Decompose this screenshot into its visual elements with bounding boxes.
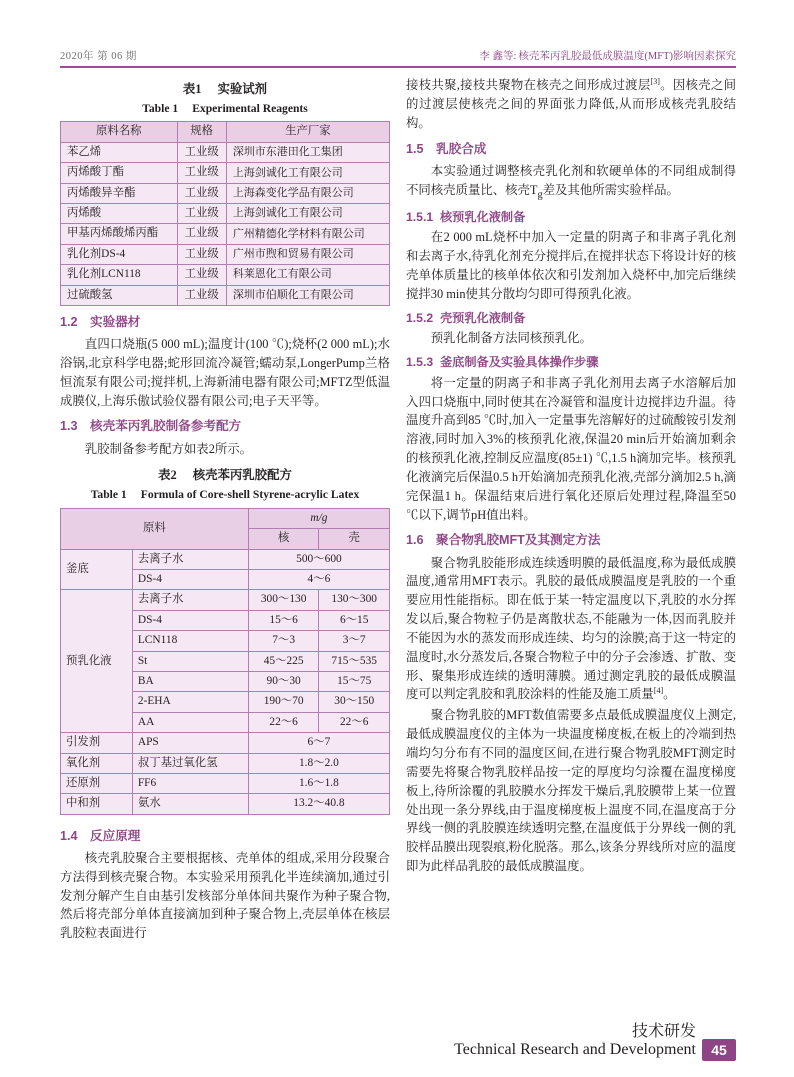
cell-core: 45～225	[248, 651, 319, 671]
cell-core: 300～130	[248, 590, 319, 610]
cell-group: 氧化剂	[61, 753, 133, 773]
cell-item: 去离子水	[132, 549, 248, 569]
section-1-2-paragraph: 直四口烧瓶(5 000 mL);温度计(100 ℃);烧杯(2 000 mL);水浴锅,北京科学电器;蛇形回流冷凝管;蠕动泵,LongerPump兰格恒流泵有限公司;搅拌机,上海新浦电器有限公司;MFTZ型低温成膜仪,上海乐傲试验仪器有限公司;电子天平等。	[60, 337, 390, 408]
header-article-title	[479, 48, 736, 63]
section-1-3-title: 核壳苯丙乳胶制备参考配方	[90, 419, 242, 434]
section-1-5-title: 乳胶合成	[436, 141, 487, 156]
th-shell: 壳	[319, 529, 390, 549]
table1-body	[61, 142, 390, 305]
cell-name: 丙烯酸	[61, 204, 178, 224]
cell-name: 过硫酸氢	[61, 285, 178, 305]
table1-label-cn: 表1	[182, 82, 202, 96]
section-1-5-3-title: 釜底制备及实验具体操作步骤	[440, 355, 599, 370]
cell-core: 90～30	[248, 672, 319, 692]
table2-caption-en	[60, 486, 390, 504]
table-row	[61, 590, 390, 610]
cell-merged: 500～600	[248, 549, 389, 569]
cell-item: DS-4	[132, 570, 248, 590]
table2-label-cn: 表2	[158, 468, 177, 483]
cell-item: 叔丁基过氧化氢	[132, 753, 248, 773]
page-footer	[454, 1018, 736, 1061]
footer-section-en: Technical Research and Development	[454, 1041, 696, 1058]
section-1-3-heading	[60, 417, 390, 436]
cell-group: 预乳化液	[61, 590, 133, 733]
table-row	[61, 142, 390, 162]
cell-mfr: 深圳市东港田化工集团	[226, 142, 389, 162]
section-1-4-title: 反应原理	[90, 828, 141, 843]
table-header-row	[61, 122, 390, 142]
cell-item: FF6	[132, 774, 248, 794]
cell-spec: 工业级	[177, 183, 226, 203]
cell-group: 釜底	[61, 549, 133, 590]
section-1-5-3-number: 1.5.3	[406, 355, 434, 370]
cell-spec: 工业级	[177, 285, 226, 305]
cell-spec: 工业级	[177, 142, 226, 162]
table-row	[61, 733, 390, 753]
th-material-name: 原料名称	[61, 122, 178, 142]
cell-spec: 工业级	[177, 224, 226, 244]
section-1-5-3-heading	[406, 353, 736, 372]
section-1-5-number: 1.5	[406, 141, 424, 156]
cell-shell: 30～150	[319, 692, 390, 712]
section-1-5-2-paragraph: 预乳化制备方法同核预乳化。	[430, 331, 592, 346]
th-manufacturer: 生产厂家	[226, 122, 389, 142]
section-1-5-2-title: 壳预乳化液制备	[440, 310, 526, 325]
cell-mfr: 上海剑诚化工有限公司	[226, 163, 389, 183]
table-row	[61, 753, 390, 773]
cell-group: 还原剂	[61, 774, 133, 794]
cell-name: 苯乙烯	[61, 142, 178, 162]
section-1-6-number: 1.6	[406, 533, 424, 548]
cell-shell: 6～15	[319, 610, 390, 630]
cell-merged: 13.2～40.8	[248, 794, 389, 814]
section-1-5-2-number: 1.5.2	[406, 310, 434, 325]
table-row	[61, 265, 390, 285]
table-row	[61, 549, 390, 569]
cell-item: BA	[132, 672, 248, 692]
table1-title-cn: 实验试剂	[217, 82, 268, 96]
formula-table	[60, 508, 390, 815]
footer-section-cn: 技术研发	[631, 1023, 696, 1040]
cell-shell: 715～535	[319, 651, 390, 671]
table-row	[61, 244, 390, 264]
cell-spec: 工业级	[177, 244, 226, 264]
table-row	[61, 204, 390, 224]
cell-item: AA	[132, 712, 248, 732]
cell-name: 甲基丙烯酸烯丙酯	[61, 224, 178, 244]
section-1-2-number: 1.2	[60, 314, 78, 329]
section-1-6-heading	[406, 531, 736, 550]
table2-title-cn: 核壳苯丙乳胶配方	[192, 468, 292, 483]
header-rule	[60, 66, 736, 68]
section-1-2-heading	[60, 313, 390, 332]
cell-name: 丙烯酸异辛酯	[61, 183, 178, 203]
table-row	[61, 183, 390, 203]
cell-core: 7～3	[248, 631, 319, 651]
section-1-6-title: 聚合物乳胶MFT及其测定方法	[436, 533, 601, 548]
cell-spec: 工业级	[177, 265, 226, 285]
cell-name: 乳化剂DS-4	[61, 244, 178, 264]
table2-caption-cn	[60, 466, 390, 485]
th-unit: m/g	[248, 508, 389, 528]
header-issue: 2020年 第 06 期	[60, 50, 137, 62]
cell-shell: 3～7	[319, 631, 390, 651]
table-header-row	[61, 508, 390, 528]
cell-item: APS	[132, 733, 248, 753]
cell-merged: 4～6	[248, 570, 389, 590]
section-1-5-1-number: 1.5.1	[406, 209, 434, 224]
th-spec: 规格	[177, 122, 226, 142]
cell-group: 引发剂	[61, 733, 133, 753]
left-column	[60, 76, 390, 945]
table-row	[61, 774, 390, 794]
table-row	[61, 794, 390, 814]
table-row	[61, 163, 390, 183]
cell-item: LCN118	[132, 631, 248, 651]
cell-mfr: 深圳市伯顺化工有限公司	[226, 285, 389, 305]
page-header	[60, 44, 736, 66]
table2-body	[61, 549, 390, 814]
section-1-4-heading	[60, 827, 390, 846]
cell-mfr: 上海森变化学品有限公司	[226, 183, 389, 203]
section-1-3-paragraph: 乳胶制备参考配方如表2所示。	[84, 441, 253, 456]
section-1-6-paragraph-1: 聚合物乳胶能形成连续透明膜的最低温度,称为最低成膜温度,通常用MFT表示。乳胶的最低成膜温度是乳胶的一个重要应用性能指标。即在低于某一特定温度以下,乳胶的水分挥发以后,聚合物粒子仍是离散状态,不能融为一体,因而乳胶并不能因为水的蒸发而形成连续、均匀的涂膜;高于这一特定的温度时,水分蒸发后,各聚合物粒子中的分子会渗透、扩散、变形、聚集形成连续的透明薄膜。通过测定乳胶的最低成膜温度可以判定乳胶和乳胶涂料的性能及施工质量[4]。	[406, 555, 736, 702]
section-1-2-title: 实验器材	[90, 314, 141, 329]
table1-caption-cn	[60, 80, 390, 99]
cell-item: 去离子水	[132, 590, 248, 610]
cell-merged: 1.8～2.0	[248, 753, 389, 773]
section-1-4-number: 1.4	[60, 828, 78, 843]
cell-shell: 130～300	[319, 590, 390, 610]
continued-paragraph: 接枝共聚,接枝共聚物在核壳之间形成过渡层[3]。因核壳之间的过渡层使核壳之间的界面张力降低,从而形成核壳乳胶结构。	[406, 77, 737, 130]
page-number: 45	[702, 1039, 736, 1061]
cell-mfr: 科莱恩化工有限公司	[226, 265, 389, 285]
cell-shell: 22～6	[319, 712, 390, 732]
cell-core: 190～70	[248, 692, 319, 712]
th-core: 核	[248, 529, 319, 549]
experimental-reagents-table	[60, 121, 390, 306]
cell-merged: 1.6～1.8	[248, 774, 389, 794]
cell-spec: 工业级	[177, 163, 226, 183]
cell-item: DS-4	[132, 610, 248, 630]
cell-item: 氨水	[132, 794, 248, 814]
section-1-5-heading	[406, 140, 736, 159]
section-1-6-paragraph-2: 聚合物乳胶的MFT数值需要多点最低成膜温度仪上测定,最低成膜温度仪的主体为一块温度梯度板,在板上的冷端到热端均匀分布有不同的温度区间,在进行聚合物乳胶MFT测定时需要先将聚合物乳胶样品按一定的厚度均匀涂覆在温度梯度板上,待所涂覆的乳胶膜水分挥发干燥后,乳胶膜带上某一位置处出现一条分界线,由于温度梯度板上温度不同,在温度高于分界线一侧的乳胶膜连续透明完整,在温度低于分界线一侧的乳胶样品膜出现裂痕,粉化脱落。那么,该条分界线所对应的温度即为此样品乳胶的最低成膜温度。	[406, 708, 736, 874]
table1-title-en: Experimental Reagents	[192, 101, 308, 115]
section-1-3-number: 1.3	[60, 419, 78, 434]
table2-label-en: Table 1	[90, 488, 127, 502]
cell-spec: 工业级	[177, 204, 226, 224]
cell-core: 22～6	[248, 712, 319, 732]
cell-name: 丙烯酸丁酯	[61, 163, 178, 183]
th-material: 原料	[61, 508, 249, 549]
cell-name: 乳化剂LCN118	[61, 265, 178, 285]
table1-caption-en	[60, 100, 390, 118]
cell-core: 15～6	[248, 610, 319, 630]
section-1-5-1-heading	[406, 208, 736, 227]
cell-item: St	[132, 651, 248, 671]
cell-mfr: 广州市煦和贸易有限公司	[226, 244, 389, 264]
section-1-5-1-paragraph: 在2 000 mL烧杯中加入一定量的阴离子和非离子乳化剂和去离子水,待乳化剂充分搅拌后,在搅拌状态下将设计好的核壳单体质量比的核单体依次和引发剂加入烧杯中,加完后继续搅拌30 min使其分散均匀即可得预乳化液。	[406, 230, 736, 301]
header-author: 李 鑫等:	[479, 50, 517, 62]
cell-item: 2-EHA	[132, 692, 248, 712]
section-1-5-2-heading	[406, 309, 736, 328]
cell-mfr: 广州精德化学材料有限公司	[226, 224, 389, 244]
section-1-5-paragraph: 本实验通过调整核壳乳化剂和软硬单体的不同组成制得不同核壳质量比、核壳$T_g$差及其他所需实验样品。	[406, 163, 736, 201]
section-1-5-1-title: 核预乳化液制备	[440, 209, 526, 224]
table-row	[61, 285, 390, 305]
table-row	[61, 224, 390, 244]
cell-merged: 6～7	[248, 733, 389, 753]
section-1-5-3-paragraph: 将一定量的阴离子和非离子乳化剂用去离子水溶解后加入四口烧瓶中,同时使其在冷凝管和温度计边搅拌边升温。待温度升高到85 ℃时,加入一定量事先溶解好的过硫酸铵引发剂溶液,同时加入3%的核预乳化液,保温20 min后开始滴加剩余的核预乳化液,控制反应温度(85±1) ℃,1.5 h滴加完毕。核预乳化液滴完后保温0.5 h开始滴加壳预乳化液,壳部分滴加2.5 h,滴完保温1 h。保温结束后进行氧化还原后处理过程,降温至50 ℃以下,调节pH值出料。	[406, 375, 736, 522]
table1-label-en: Table 1	[142, 101, 179, 115]
section-1-4-paragraph: 核壳乳胶聚合主要根据核、壳单体的组成,采用分段聚合方法得到核壳聚合物。本实验采用预乳化半连续滴加,通过引发剂分解产生自由基引发核部分单体间共聚作为种子聚合物,然后将壳部分单体直接滴加到种子聚合物上,壳层单体在核层乳胶粒表面进行	[60, 850, 390, 941]
header-title-text: 核壳苯丙乳胶最低成膜温度(MFT)影响因素探究	[518, 50, 736, 62]
cell-mfr: 上海剑诚化工有限公司	[226, 204, 389, 224]
table2-title-en: Formula of Core-shell Styrene-acrylic Latex	[140, 488, 360, 502]
cell-group: 中和剂	[61, 794, 133, 814]
right-column	[406, 76, 736, 878]
cell-shell: 15～75	[319, 672, 390, 692]
